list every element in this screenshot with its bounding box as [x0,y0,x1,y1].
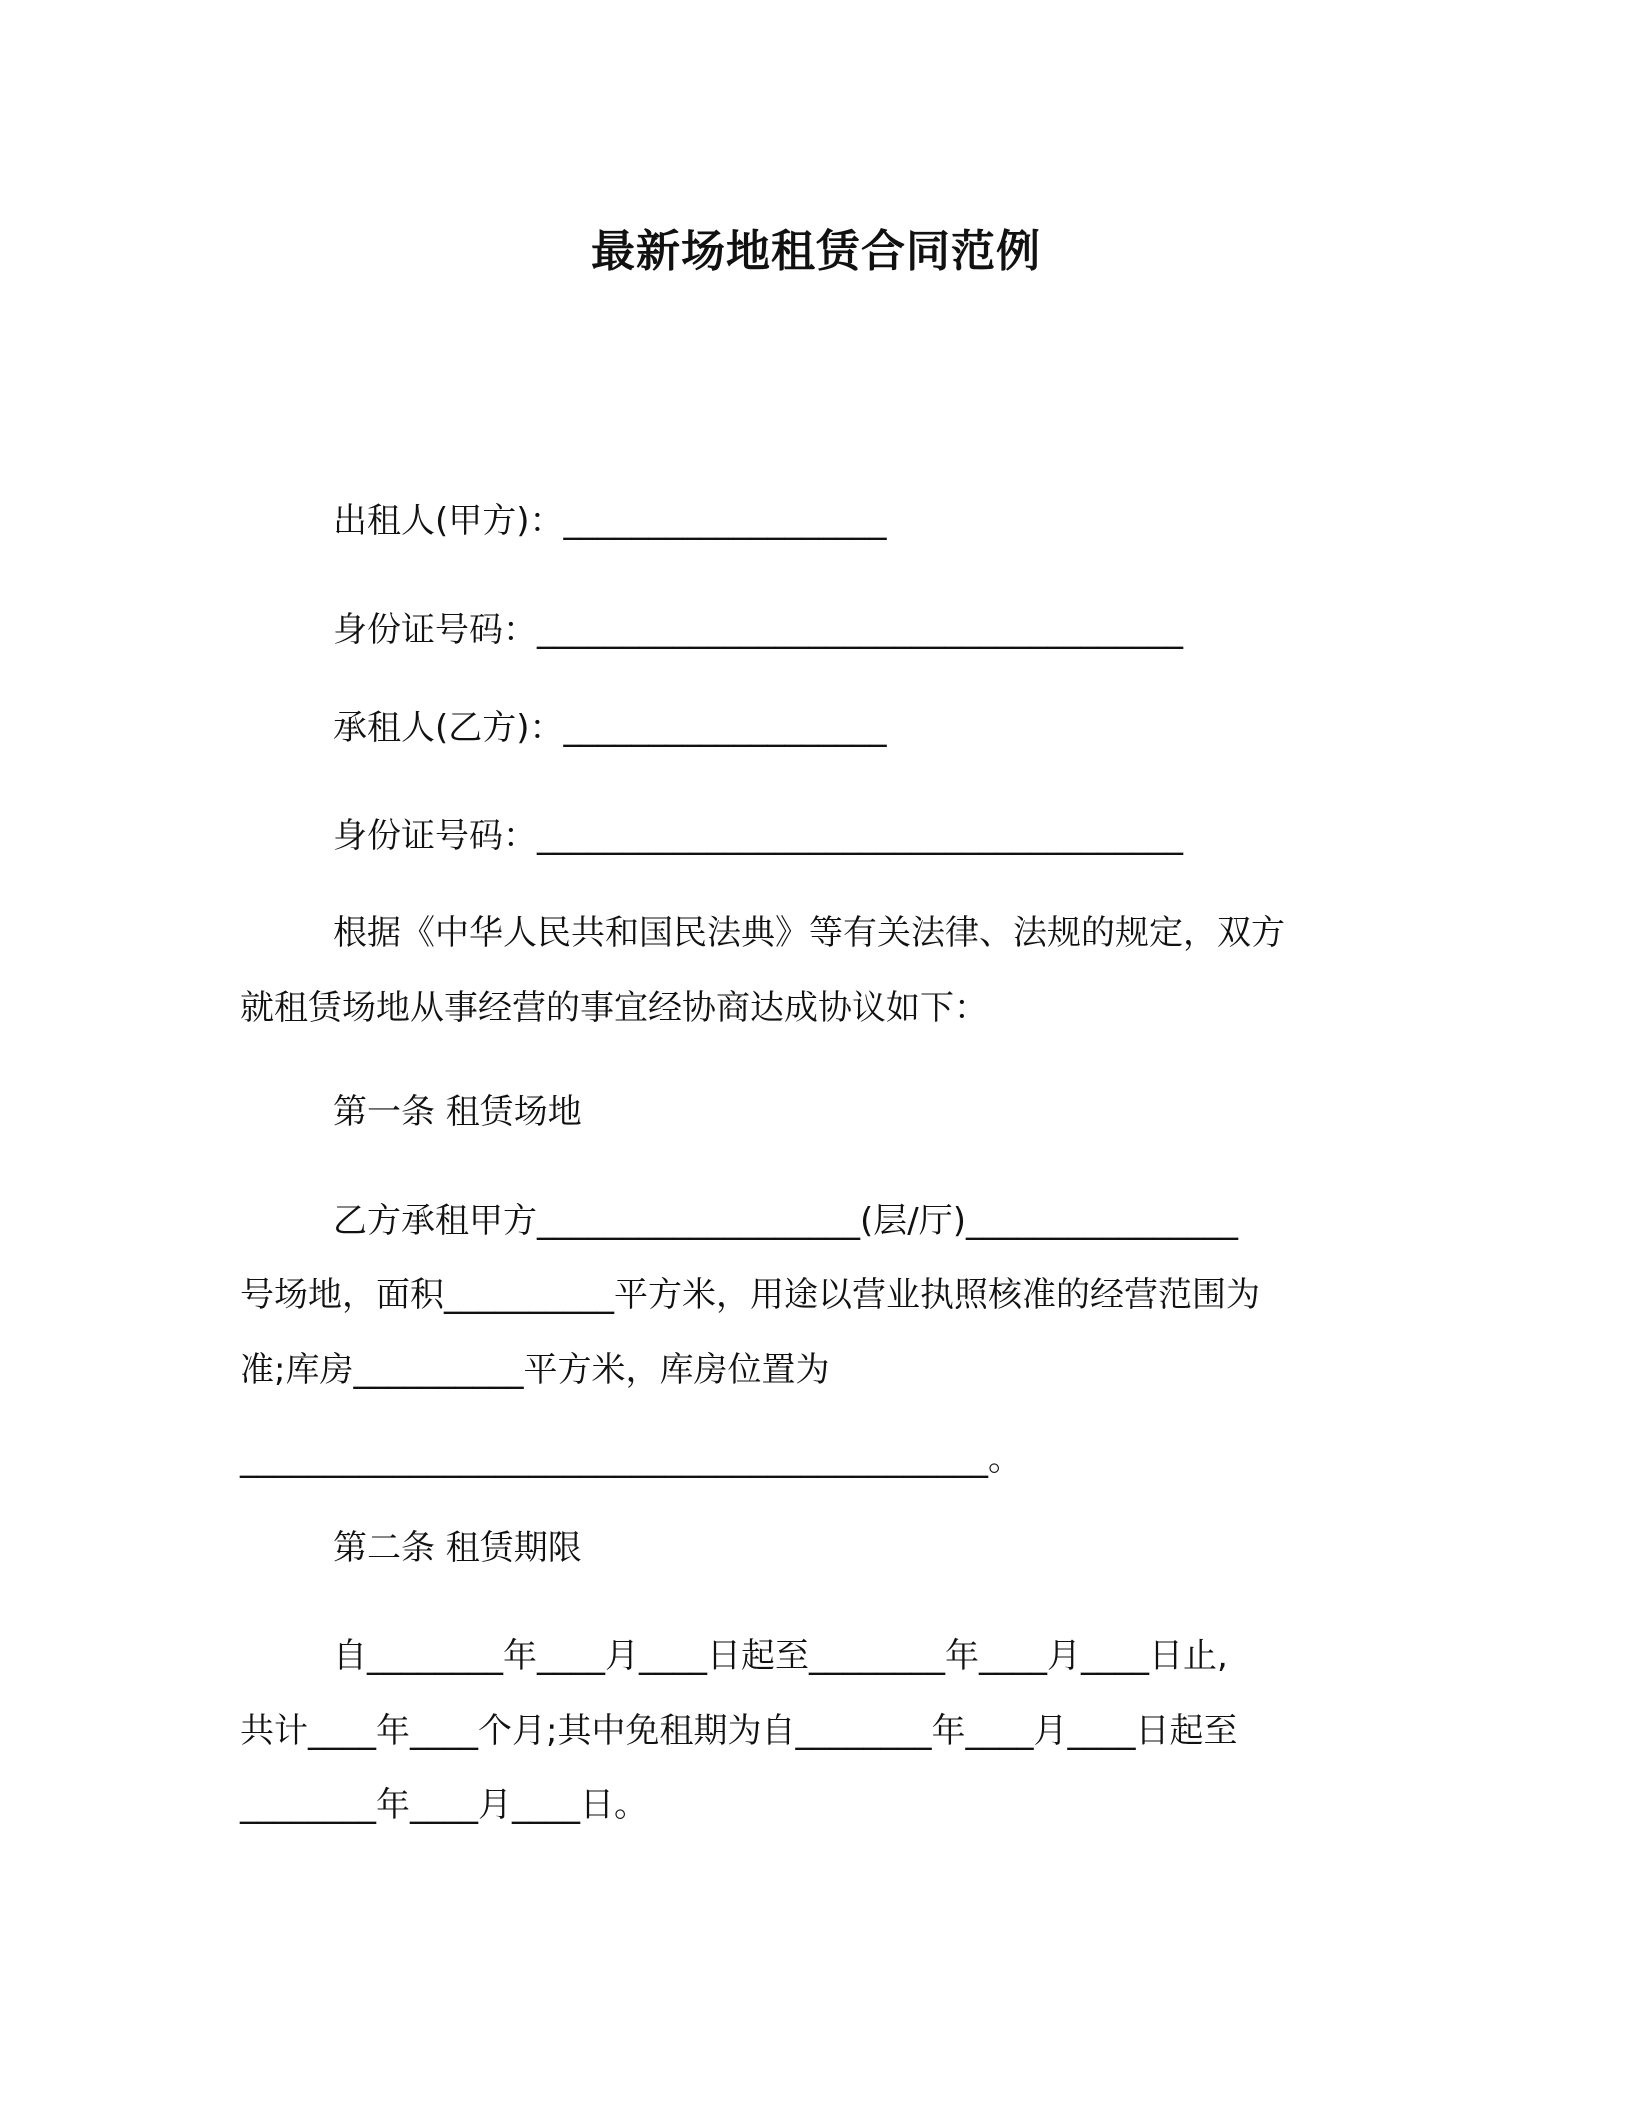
article-2-line-1: 自________年____月____日起至________年____月____日止, [333,1636,1228,1676]
lessee-id-line: 身份证号码：______________________________________ [333,816,1183,856]
article-1-line-2: 号场地，面积__________平方米，用途以营业执照核准的经营范围为 [240,1275,1260,1315]
article-1-line-3: 准;库房__________平方米，库房位置为 [240,1350,830,1390]
article-2-heading: 第二条 租赁期限 [333,1528,582,1568]
lessor-line: 出租人(甲方)：___________________ [333,501,887,541]
preamble-line-1: 根据《中华人民共和国民法典》等有关法律、法规的规定，双方 [333,913,1285,953]
lessor-id-line: 身份证号码：______________________________________ [333,610,1183,650]
preamble-line-2: 就租赁场地从事经营的事宜经协商达成协议如下： [240,988,988,1028]
lessee-line: 承租人(乙方)：___________________ [333,708,887,748]
article-1-line-4: ____________________________________________。 [240,1439,1022,1479]
article-1-line-1: 乙方承租甲方___________________(层/厅)________________ [333,1201,1238,1241]
article-1-heading: 第一条 租赁场地 [333,1092,582,1132]
document-title: 最新场地租赁合同范例 [591,226,1041,277]
article-2-line-3: ________年____月____日。 [240,1785,648,1825]
article-2-line-2: 共计____年____个月;其中免租期为自________年____月____日起至 [240,1711,1238,1751]
